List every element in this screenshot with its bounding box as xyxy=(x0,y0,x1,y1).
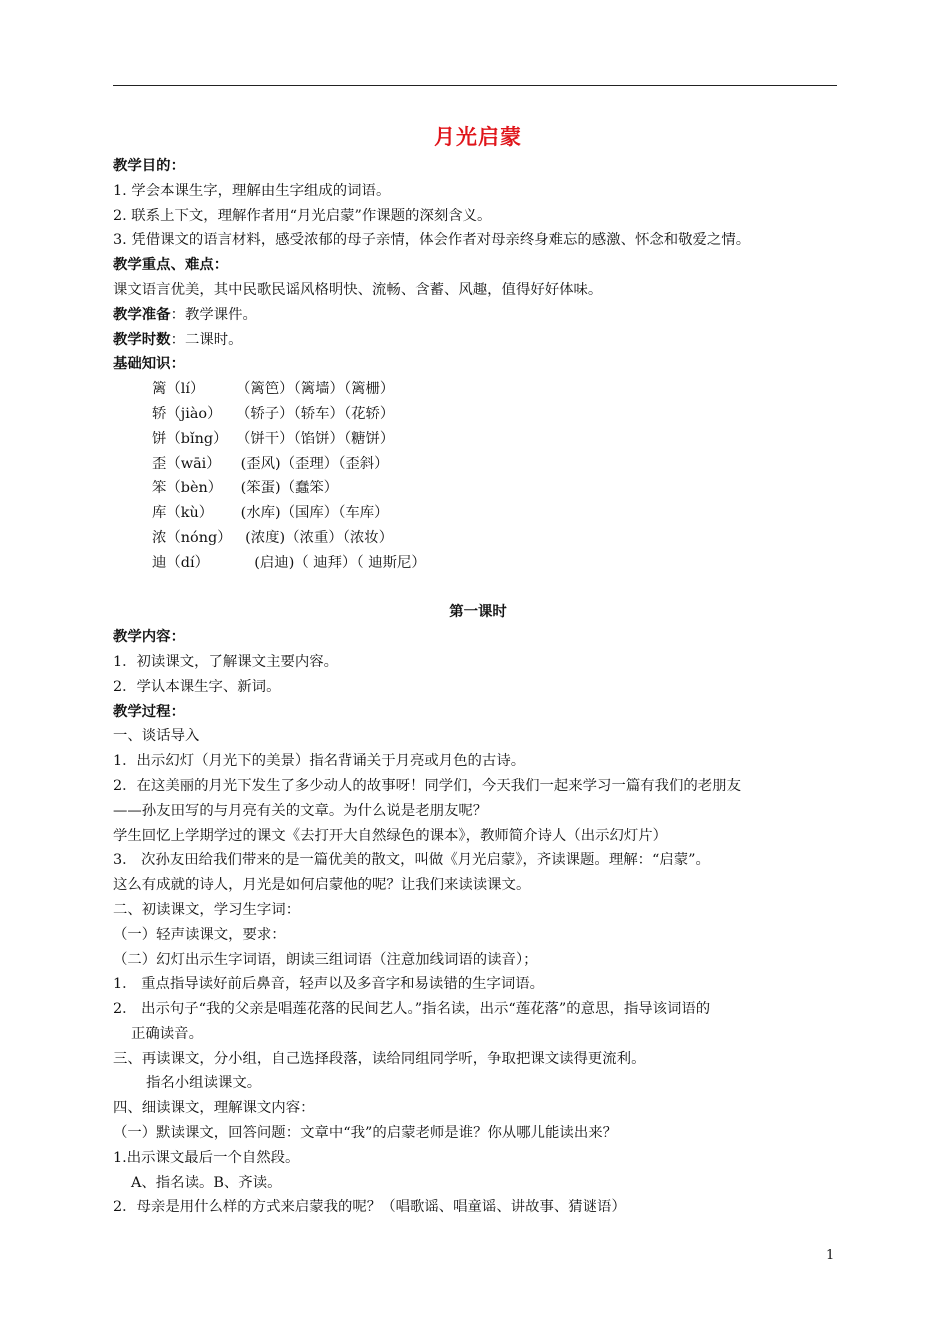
prep-line xyxy=(113,303,843,328)
process-line: 3． 次孙友田给我们带来的是一篇优美的散文，叫做《月光启蒙》，齐读课题。理解：“启蒙”。 xyxy=(113,852,710,869)
vocab-char: 笨（bèn） xyxy=(152,480,223,497)
process-line: 三、再读课文，分小组，自己选择段落，读给同组同学听，争取把课文读得更流利。 xyxy=(113,1050,646,1067)
vocab-row xyxy=(113,377,843,402)
process-line: 一、谈话导入 xyxy=(113,728,200,745)
spacer xyxy=(113,576,843,601)
vocab-words: （饼干）（馅饼）（糖饼） xyxy=(236,430,395,447)
content-item: 2．学认本课生字、新词。 xyxy=(113,678,281,695)
process-line: 正确读音。 xyxy=(131,1025,203,1042)
vocab-row xyxy=(113,551,843,576)
process-line: （二）幻灯出示生字词语，朗读三组词语（注意加线词语的读音）； xyxy=(113,951,538,968)
vocab-words: （轿子）（轿车）（花轿） xyxy=(236,405,395,422)
vocab-char: 歪（wāi） xyxy=(152,455,221,472)
header-rule xyxy=(113,85,837,86)
hours-line xyxy=(113,328,843,353)
vocab-words: (启迪)（ 迪拜）（ 迪斯尼） xyxy=(236,554,426,571)
process-line: （一）默读课文，回答问题：文章中“我”的启蒙老师是谁？你从哪儿能读出来？ xyxy=(113,1125,617,1142)
process-line: 1．出示幻灯（月光下的美景）指名背诵关于月亮或月色的古诗。 xyxy=(113,753,526,770)
process-line: 2． 出示句子“我的父亲是唱莲花落的民间艺人。”指名读，出示“莲花落”的意思，指导该词语的 xyxy=(113,1001,711,1018)
lesson-heading: 第一课时 xyxy=(449,603,507,621)
prep-text: ：教学课件。 xyxy=(170,306,257,323)
vocab-char: 篱（lí） xyxy=(152,381,205,398)
hours-label: 教学时数 xyxy=(113,330,171,348)
content-heading: 教学内容： xyxy=(113,628,185,646)
process-line: 四、细读课文，理解课文内容： xyxy=(113,1100,315,1117)
process-line: （一）轻声读课文，要求： xyxy=(113,926,286,943)
vocab-char: 饼（bǐng） xyxy=(152,430,228,447)
process-line: 1.出示课文最后一个自然段。 xyxy=(113,1149,300,1166)
key-points-heading: 教学重点、难点： xyxy=(113,256,229,274)
vocab-words: (笨蛋)（蠢笨） xyxy=(236,480,339,497)
goal-item: 1. 学会本课生字，理解由生字组成的词语。 xyxy=(113,182,391,199)
vocab-row xyxy=(113,476,843,501)
process-line: 这么有成就的诗人，月光是如何启蒙他的呢？让我们来读读课文。 xyxy=(113,877,531,894)
process-line: 指名小组读课文。 xyxy=(146,1075,262,1092)
process-heading: 教学过程： xyxy=(113,702,185,720)
goal-item: 3. 凭借课文的语言材料，感受浓郁的母子亲情，体会作者对母亲终身难忘的感激、怀念和敬爱之情。 xyxy=(113,232,751,249)
process-line: 1． 重点指导读好前后鼻音，轻声以及多音字和易读错的生字词语。 xyxy=(113,976,545,993)
vocab-char: 迪（dí） xyxy=(152,554,209,571)
vocab-words: (浓度)（浓重）（浓妆） xyxy=(236,529,394,546)
vocab-words: (水库)（国库）（车库） xyxy=(236,505,389,522)
page-number: 1 xyxy=(826,1248,835,1263)
process-line: 2．母亲是用什么样的方式来启蒙我的呢？（唱歌谣、唱童谣、讲故事、猜谜语） xyxy=(113,1199,626,1216)
vocab-row xyxy=(113,452,843,477)
key-points-text: 课文语言优美，其中民歌民谣风格明快、流畅、含蓄、风趣，值得好好体味。 xyxy=(113,281,603,298)
basic-heading: 基础知识： xyxy=(113,355,185,373)
vocab-row xyxy=(113,526,843,551)
vocab-row xyxy=(113,501,843,526)
process-line: 2．在这美丽的月光下发生了多少动人的故事呀！同学们，今天我们一起来学习一篇有我们的老朋友 xyxy=(113,777,741,794)
document-body xyxy=(113,122,843,1220)
vocab-char: 轿（jiào） xyxy=(152,405,222,422)
content-item: 1．初读课文，了解课文主要内容。 xyxy=(113,653,339,670)
process-line: A、指名读。B、齐读。 xyxy=(131,1174,282,1191)
document-title: 月光启蒙 xyxy=(434,124,522,149)
goal-item: 2. 联系上下文，理解作者用“月光启蒙”作课题的深刻含义。 xyxy=(113,207,492,224)
vocab-char: 库（kù） xyxy=(152,505,214,522)
process-line: 二、初读课文，学习生字词： xyxy=(113,901,301,918)
goals-heading: 教学目的： xyxy=(113,157,185,174)
vocab-row xyxy=(113,402,843,427)
hours-text: ：二课时。 xyxy=(170,331,243,348)
prep-label: 教学准备 xyxy=(113,305,171,323)
vocab-char: 浓（nóng） xyxy=(152,529,232,546)
vocab-words: （篱笆）（篱墙）（篱栅） xyxy=(236,381,395,398)
vocab-words: (歪风)（歪理）（歪斜） xyxy=(236,455,389,472)
vocab-row xyxy=(113,427,843,452)
process-line: 学生回忆上学期学过的课文《去打开大自然绿色的课本》，教师简介诗人（出示幻灯片） xyxy=(113,827,668,844)
process-line: ——孙友田写的与月亮有关的文章。为什么说是老朋友呢？ xyxy=(113,802,488,819)
